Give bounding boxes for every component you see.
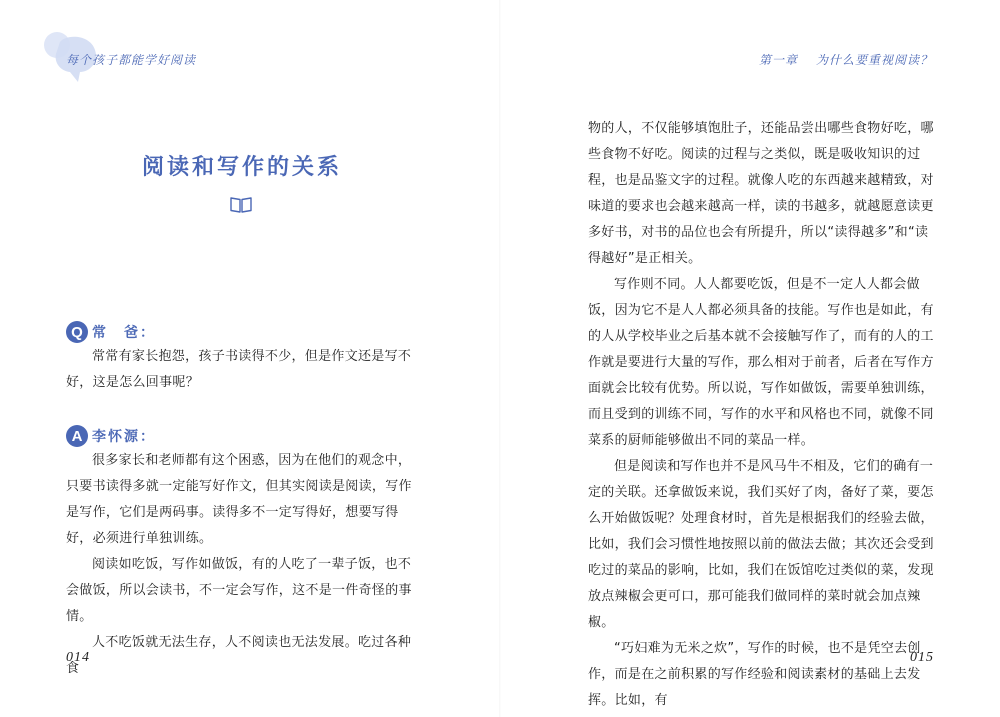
answer-paragraph: 很多家长和老师都有这个困惑，因为在他们的观念中，只要书读得多就一定能写好作文，但其实阅读是阅读，写作是写作，它们是两码事。读得多不一定写得好，想要写得好，必须进行单独训练。 — [66, 453, 412, 546]
chapter-title: 阅读和写作的关系 — [141, 155, 342, 180]
body-paragraph: 写作则不同。人人都要吃饭，但是不一定人人都会做饭，因为它不是人人都必须具备的技能。写作也是如此，有的人从学校毕业之后基本就不会接触写作了，而有的人的工作就是要进行大量的写作，那么相对于前者，后者在写作方面就会比较有优势。所以说，写作如做饭，需要单独训练，而且受到的训练不同，写作的水平和风格也不同，就像不同菜系的厨师能够做出不同的菜品一样。 — [588, 277, 934, 448]
body-paragraph: “巧妇难为无米之炊”，写作的时候，也不是凭空去创作，而是在之前积累的写作经验和阅读素材的基础上去发挥。比如，有 — [588, 641, 921, 708]
question-body — [66, 344, 418, 396]
running-head-chapter-number: 第一章 — [758, 53, 798, 67]
answer-badge: A — [66, 425, 88, 447]
running-head-chapter-title: 为什么要重视阅读？ — [815, 53, 933, 67]
continued-paragraph: 物的人，不仅能够填饱肚子，还能品尝出哪些食物好吃，哪些食物不好吃。阅读的过程与之类似，既是吸收知识的过程，也是品鉴文字的过程。就像人吃的东西越来越精致，对味道的要求也会越来越高一样，读的书越多，就越愿意读更多好书，对书的品位也会有所提升，所以“读得越多”和“读得越好”是正相关。 — [588, 121, 934, 266]
right-page-body — [588, 116, 934, 714]
question-badge: Q — [66, 321, 88, 343]
answer-header — [66, 424, 156, 448]
question-header — [66, 320, 156, 344]
body-paragraph: 但是阅读和写作也并不是风马牛不相及，它们的确有一定的关联。还拿做饭来说，我们买好了肉，备好了菜，要怎么开始做饭呢？处理食材时，首先是根据我们的经验去做，比如，我们会习惯性地按照以前的做法去做；其次还会受到吃过的菜品的影响，比如，我们在饭馆吃过类似的菜，发现放点辣椒会更可口，那可能我们做同样的菜时就会加点辣椒。 — [588, 459, 934, 630]
running-head-chapter — [759, 51, 933, 68]
page-number-left: 014 — [66, 650, 90, 665]
question-paragraph: 常常有家长抱怨，孩子书读得不少，但是作文还是写不好，这是怎么回事呢？ — [66, 349, 412, 390]
answer-paragraph: 阅读如吃饭，写作如做饭，有的人吃了一辈子饭，也不会做饭，所以会读书，不一定会写作，这不是一件奇怪的事情。 — [66, 557, 412, 624]
answer-paragraph: 人不吃饭就无法生存，人不阅读也无法发展。吃过各种食 — [66, 635, 412, 676]
question-speaker: 常 爸： — [92, 325, 156, 341]
open-book-icon — [229, 196, 253, 214]
page-number-right: 015 — [910, 650, 934, 665]
answer-body — [66, 448, 418, 682]
answer-speaker: 李怀源： — [92, 429, 156, 445]
running-head-book-title: 每个孩子都能学好阅读 — [66, 53, 197, 67]
